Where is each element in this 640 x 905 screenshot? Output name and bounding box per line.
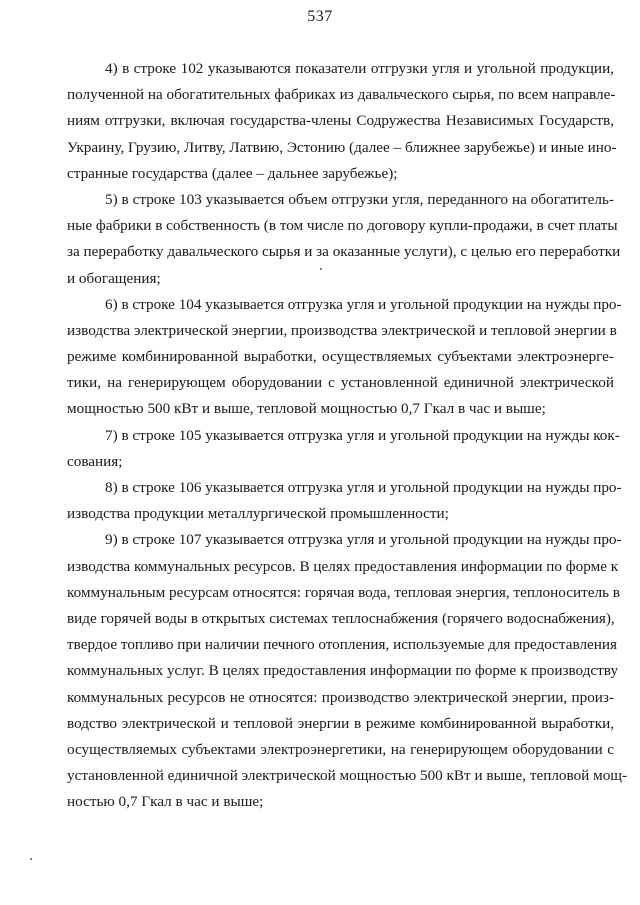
text-line: мощностью 500 кВт и выше, тепловой мощностью 0,7 Гкал в час и выше; <box>67 400 546 418</box>
text-line: изводства электрической энергии, производства электрической и тепловой энергии в <box>67 321 617 339</box>
scan-speck <box>30 858 32 860</box>
text-line: твердое топливо при наличии печного отопления, используемые для предоставления <box>67 636 618 654</box>
text-line: полученной на обогатительных фабриках из давальческого сырья, по всем направле- <box>67 86 616 104</box>
text-line: 4) в строке 102 указываются показатели отгрузки угля и угольной продукции, <box>105 60 614 77</box>
text-line: установленной единичной электрической мощностью 500 кВт и выше, тепловой мощ- <box>67 767 628 785</box>
text-line: за переработку давальческого сырья и за оказанные услуги), с целью его переработки <box>67 243 621 261</box>
text-line: тики, на генерирующем оборудовании с установленной единичной электрической <box>67 374 614 392</box>
text-line: осуществляемых субъектами электроэнергетики, на генерирующем оборудовании с <box>67 740 614 758</box>
text-line: 7) в строке 105 указывается отгрузка угля и угольной продукции на нужды кок- <box>105 426 620 444</box>
text-line: Украину, Грузию, Литву, Латвию, Эстонию (далее – ближнее зарубежье) и иные ино- <box>67 138 617 156</box>
text-line: сования; <box>67 452 123 470</box>
text-line: 9) в строке 107 указывается отгрузка угля и угольной продукции на нужды про- <box>105 531 622 549</box>
text-line: странные государства (далее – дальнее зарубежье); <box>67 164 398 182</box>
text-line: коммунальных услуг. В целях предоставления информации по форме к производству <box>67 662 619 680</box>
paragraph-item-4 <box>67 56 617 187</box>
paragraph-item-7 <box>67 423 620 475</box>
text-line: и обогащения; <box>67 269 161 287</box>
text-line: ные фабрики в собственность (в том числе по договору купли-продажи, в счет платы <box>67 217 618 235</box>
text-line: изводства коммунальных ресурсов. В целях предоставления информации по форме к <box>67 557 619 575</box>
text-line: коммунальных ресурсов не относятся: производство электрической энергии, произ- <box>67 688 614 706</box>
text-line: коммунальным ресурсам относятся: горячая вода, тепловая энергия, теплоноситель в <box>67 583 620 601</box>
text-line: 5) в строке 103 указывается объем отгрузки угля, переданного на обогатитель- <box>105 190 614 208</box>
scan-speck <box>320 268 322 270</box>
text-line: режиме комбинированной выработки, осуществляемых субъектами электроэнерге- <box>67 348 614 366</box>
paragraph-item-9 <box>67 527 628 815</box>
paragraph-item-8 <box>67 475 622 527</box>
document-body <box>67 56 628 815</box>
text-line: ностью 0,7 Гкал в час и выше; <box>67 793 264 811</box>
text-line: 6) в строке 104 указывается отгрузка угля и угольной продукции на нужды про- <box>105 295 622 313</box>
text-line: ниям отгрузки, включая государства-члены Содружества Независимых Государств, <box>67 112 614 130</box>
text-line: виде горячей воды в открытых системах теплоснабжения (горячего водоснабжения), <box>67 609 615 627</box>
paragraph-item-6 <box>67 292 622 423</box>
text-line: изводства продукции металлургической промышленности; <box>67 505 449 523</box>
page-number: 537 <box>307 8 333 25</box>
paragraph-item-5 <box>67 187 621 292</box>
text-line: 8) в строке 106 указывается отгрузка угля и угольной продукции на нужды про- <box>105 479 622 496</box>
text-line: водство электрической и тепловой энергии в режиме комбинированной выработки, <box>67 714 614 732</box>
